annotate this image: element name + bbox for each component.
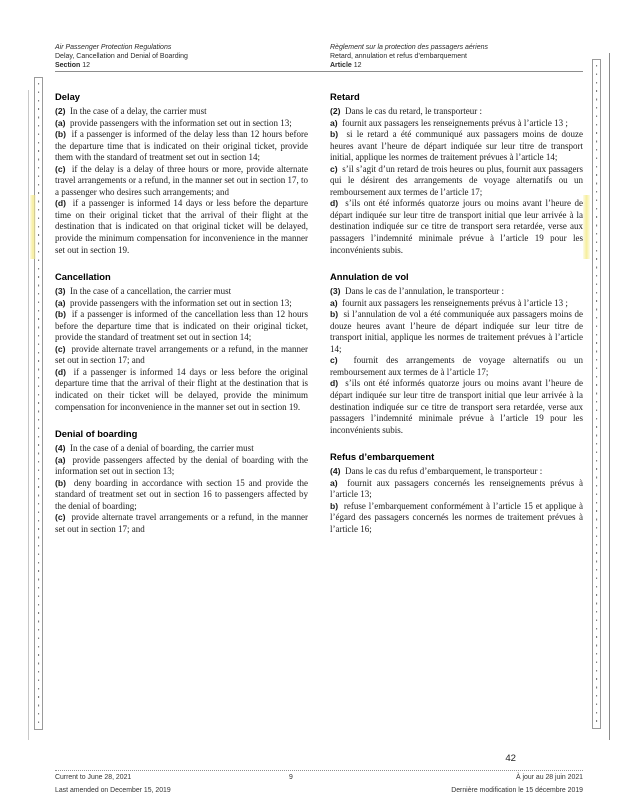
section-heading: Denial of boarding (55, 428, 138, 440)
regulation-title-en: Air Passenger Protection Regulations (55, 44, 172, 51)
regulation-page-number: 42 (505, 753, 516, 764)
section-intro: (3) In the case of a cancellation, the carrier must (55, 286, 232, 297)
clause-label: (b) (55, 309, 66, 320)
clause-item: (c) provide alternate travel arrangements or a refund, in the manner set out in section 17; and (55, 512, 308, 534)
clause-item: (a) provide passengers with the information set out in section 13; (55, 117, 292, 128)
clause-label: (c) (55, 163, 66, 174)
section-ref-number-fr: 12 (353, 61, 362, 69)
section-intro: (4) Dans le cas du refus d’embarquement, le transporteur : (330, 466, 543, 477)
section-intro: (3) Dans le cas de l’annulation, le transporteur : (330, 286, 504, 297)
clause-item: c) fournit des arrangements de voyage alternatifs ou un remboursement aux termes de à l’article 17; (330, 355, 583, 377)
clause-item: b) si le retard a été communiqué aux passagers moins de douze heures avant l’heure de départ indiquée sur leur titre de transport initial, applique les normes de traitement prévues à l’article 14; (330, 129, 583, 163)
clause-item: (c) if the delay is a delay of three hours or more, provide alternate travel arrangements or a refund, in the manner set out in section 17, to a passenger who desires such arrangements; and (55, 163, 308, 197)
clause-label: (a) (55, 454, 66, 465)
clause-item: b) refuse l’embarquement conformément à l’article 15 et applique à l’égard des passagers concernés les normes de traitement prévues à l’article 16; (330, 500, 583, 534)
clause-item: (d) if a passenger is informed 14 days or less before the departure time on their original ticket that the arrival of their flight at the destination that is indicated on that original ticket will be delayed, provide the minimum compensation for inconvenience in the manner set out in section 19. (55, 198, 308, 255)
clause-label: (c) (55, 512, 66, 523)
right-edge-ruler (592, 59, 601, 729)
footer-amended-fr: Dernière modification le 15 décembre 2019 (451, 786, 583, 794)
clause-item: (b) if a passenger is informed of the delay less than 12 hours before the departure time that is indicated on their original ticket, provide them with the standard of treatment set out in section 14; (55, 129, 308, 163)
clause-label: (b) (55, 477, 66, 488)
page-header (55, 44, 583, 70)
clause-item: b) si l’annulation de vol a été communiquée aux passagers moins de douze heures avant l’heure de départ indiquée sur leur titre de transport initial, applique les normes de traitement prévues à l’article 14; (330, 309, 583, 354)
footer-amended-row (55, 787, 583, 794)
right-fold-line (609, 53, 610, 740)
section-heading: Delay (55, 91, 81, 102)
clause-item: (a) provide passengers affected by the denial of boarding with the information set out in section 13; (55, 454, 308, 477)
clause-label: a) (330, 477, 338, 488)
section-number: (3) (330, 286, 341, 297)
section-intro: (2) Dans le cas du retard, le transporteur : (330, 106, 482, 116)
regulation-subtitle-en: Delay, Cancellation and Denial of Boarding (55, 52, 188, 60)
section-ref-label-en: Section (55, 61, 81, 69)
clause-label: d) (330, 378, 339, 389)
clause-item: c) s’il s’agit d’un retard de trois heures ou plus, fournit aux passagers qui le désirent des arrangements de voyage alternatifs ou un remboursement aux termes de l’article 17; (330, 163, 583, 197)
section-heading: Refus d’embarquement (330, 451, 435, 463)
column-english (55, 76, 308, 536)
section-heading: Retard (330, 91, 360, 102)
clause-label: c) (330, 355, 338, 366)
clause-label: d) (330, 198, 339, 209)
section-number: (3) (55, 286, 66, 297)
section-heading: Cancellation (55, 271, 111, 283)
clause-item: (b) deny boarding in accordance with section 15 and provide the standard of treatment set out in section 16 to passengers affected by the denial of boarding; (55, 477, 308, 511)
clause-label: a) (330, 117, 338, 128)
section-number: (4) (55, 443, 66, 454)
header-rule (55, 71, 583, 72)
regulation-subtitle-fr: Retard, annulation et refus d’embarquement (330, 52, 467, 60)
clause-label: (a) (55, 297, 66, 308)
regulation-title-fr: Règlement sur la protection des passagers aériens (330, 44, 488, 51)
clause-item: (c) provide alternate travel arrangements or a refund, in the manner set out in section 17; and (55, 343, 308, 366)
header-french (330, 44, 583, 70)
clause-label: c) (330, 163, 338, 174)
clause-item: a) fournit aux passagers concernés les renseignements prévus à l’article 13; (330, 477, 583, 500)
regulation-body (55, 76, 583, 536)
clause-item: d) s’ils ont été informés quatorze jours ou moins avant l’heure de départ indiquée sur leur titre de transport initial que leur arrivée à la destination indiquée sur ce titre de transport sera retardée, verse aux passagers l’indemnité minimale prévue à l’article 19 pour les inconvénients subis. (330, 378, 583, 435)
section-intro: (4) In the case of a denial of boarding, the carrier must (55, 443, 254, 454)
clause-item: a) fournit aux passagers les renseignements prévus à l’article 13 ; (330, 297, 568, 308)
clause-item: (a) provide passengers with the information set out in section 13; (55, 297, 292, 308)
footer-rule (55, 770, 583, 771)
footer-current-row (55, 774, 583, 781)
column-french (330, 76, 583, 536)
clause-item: a) fournit aux passagers les renseignements prévus à l’article 13 ; (330, 117, 568, 128)
left-fold-line (28, 90, 29, 740)
section-number: (4) (330, 466, 341, 477)
left-edge-ruler (34, 77, 43, 730)
clause-label: (a) (55, 117, 66, 128)
clause-item: d) s’ils ont été informés quatorze jours ou moins avant l’heure de départ indiquée sur leur titre de transport initial que leur arrivée à la destination indiquée sur ce titre de transport sera retardée, verse aux passagers l’indemnité minimale prévue à l’article 19 pour les inconvénients subis. (330, 198, 583, 255)
header-english (55, 44, 308, 70)
clause-label: b) (330, 129, 339, 140)
pdf-page-number: 9 (289, 774, 293, 781)
footer-current-en: Current to June 28, 2021 (55, 774, 132, 781)
clause-label: (c) (55, 343, 66, 354)
right-ruler-dots (596, 65, 598, 723)
footer-amended-en: Last amended on December 15, 2019 (55, 786, 171, 794)
clause-label: (d) (55, 366, 66, 377)
clause-label: a) (330, 297, 338, 308)
left-ruler-dots (38, 83, 40, 724)
clause-label: (d) (55, 198, 66, 209)
section-ref-number-en: 12 (82, 61, 91, 69)
footer-current-fr: À jour au 28 juin 2021 (515, 774, 583, 781)
clause-item: (d) if a passenger is informed 14 days or less before the original departure time that the arrival of their flight at the destination that is indicated on their ticket will be delayed, provide the minimum compensation for inconvenience in the manner set out in section 19. (55, 366, 308, 412)
clause-label: b) (330, 309, 339, 320)
section-ref-label-fr: Article (330, 61, 352, 69)
clause-label: b) (330, 500, 339, 511)
section-intro: (2) In the case of a delay, the carrier must (55, 106, 207, 116)
section-number: (2) (330, 106, 341, 116)
section-heading: Annulation de vol (330, 271, 409, 283)
section-reference-en (55, 62, 308, 71)
clause-item: (b) if a passenger is informed of the cancellation less than 12 hours before the departure time that is indicated on their original ticket, provide the standard of treatment set out in section 14; (55, 309, 308, 343)
section-number: (2) (55, 106, 66, 116)
clause-label: (b) (55, 129, 66, 140)
section-reference-fr (330, 62, 583, 71)
